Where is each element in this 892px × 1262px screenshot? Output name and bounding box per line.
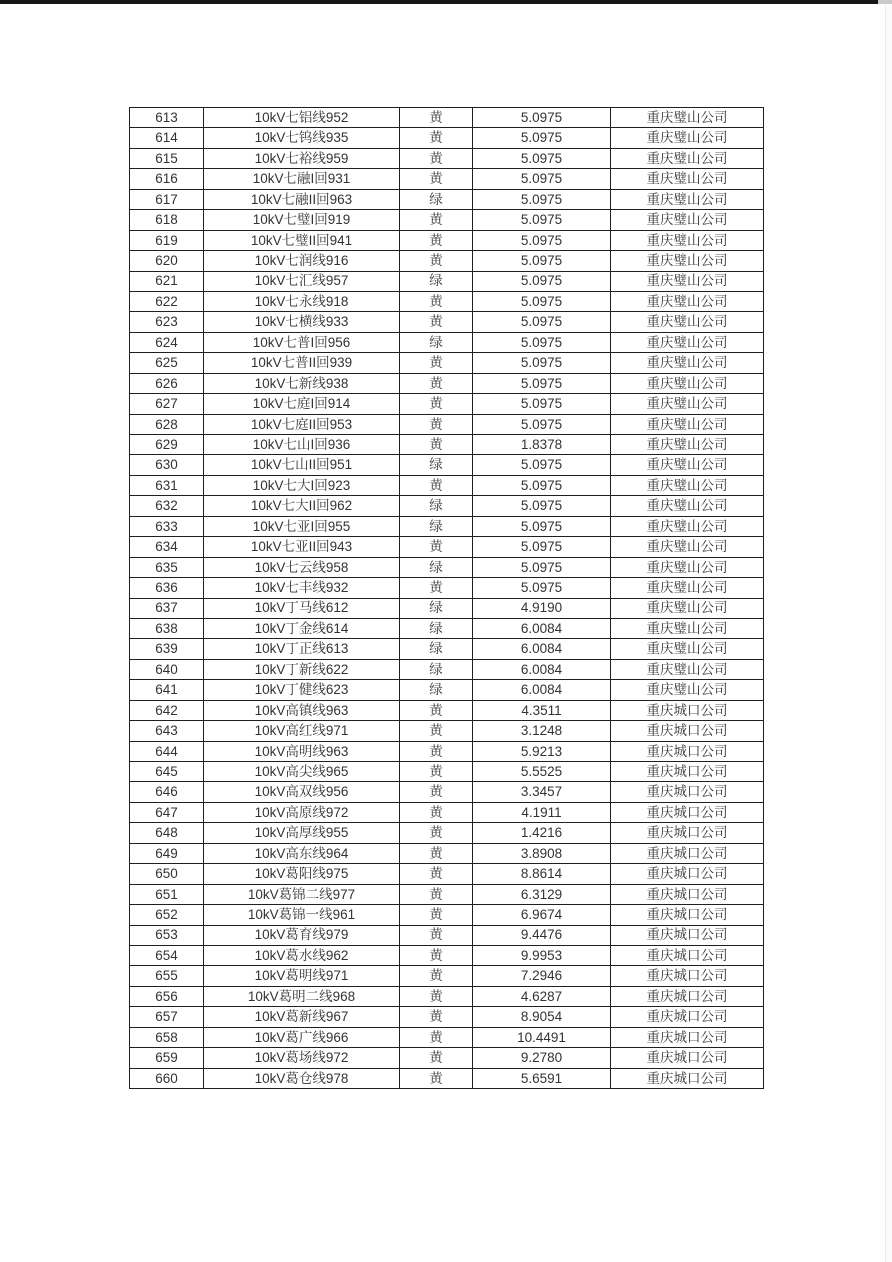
cell-no: 635 (130, 557, 204, 577)
cell-color: 黄 (400, 802, 473, 822)
cell-color: 黄 (400, 435, 473, 455)
table-row (130, 782, 764, 802)
cell-name: 10kV高尖线965 (204, 762, 400, 782)
cell-name: 10kV高红线971 (204, 721, 400, 741)
cell-name: 10kV丁金线614 (204, 618, 400, 638)
cell-company: 重庆璧山公司 (611, 516, 764, 536)
cell-no: 620 (130, 251, 204, 271)
cell-color: 黄 (400, 128, 473, 148)
cell-company: 重庆璧山公司 (611, 414, 764, 434)
table-row (130, 291, 764, 311)
cell-name: 10kV七新线938 (204, 373, 400, 393)
cell-value: 5.6591 (473, 1068, 611, 1088)
cell-company: 重庆城口公司 (611, 1048, 764, 1068)
cell-name: 10kV七铝线952 (204, 108, 400, 128)
cell-name: 10kV高原线972 (204, 802, 400, 822)
cell-company: 重庆璧山公司 (611, 332, 764, 352)
cell-no: 650 (130, 864, 204, 884)
cell-no: 621 (130, 271, 204, 291)
cell-name: 10kV葛阳线975 (204, 864, 400, 884)
cell-name: 10kV葛场线972 (204, 1048, 400, 1068)
cell-color: 绿 (400, 455, 473, 475)
cell-company: 重庆璧山公司 (611, 680, 764, 700)
cell-color: 黄 (400, 373, 473, 393)
cell-company: 重庆璧山公司 (611, 496, 764, 516)
cell-company: 重庆城口公司 (611, 884, 764, 904)
table-row (130, 721, 764, 741)
cell-no: 651 (130, 884, 204, 904)
cell-color: 黄 (400, 986, 473, 1006)
cell-value: 6.0084 (473, 680, 611, 700)
table-body (130, 108, 764, 1089)
cell-name: 10kV高明线963 (204, 741, 400, 761)
cell-color: 黄 (400, 905, 473, 925)
cell-value: 8.9054 (473, 1007, 611, 1027)
page-edge (885, 4, 892, 1262)
cell-value: 5.0975 (473, 578, 611, 598)
cell-color: 黄 (400, 721, 473, 741)
cell-value: 3.8908 (473, 843, 611, 863)
cell-no: 656 (130, 986, 204, 1006)
cell-company: 重庆城口公司 (611, 700, 764, 720)
cell-color: 黄 (400, 823, 473, 843)
cell-value: 1.4216 (473, 823, 611, 843)
cell-value: 5.0975 (473, 251, 611, 271)
table-row (130, 843, 764, 863)
cell-no: 659 (130, 1048, 204, 1068)
cell-value: 5.0975 (473, 108, 611, 128)
table-row (130, 762, 764, 782)
cell-color: 黄 (400, 782, 473, 802)
cell-no: 630 (130, 455, 204, 475)
cell-color: 黄 (400, 394, 473, 414)
cell-no: 624 (130, 332, 204, 352)
cell-company: 重庆璧山公司 (611, 148, 764, 168)
cell-no: 641 (130, 680, 204, 700)
cell-name: 10kV七润线916 (204, 251, 400, 271)
cell-company: 重庆城口公司 (611, 1007, 764, 1027)
cell-value: 6.9674 (473, 905, 611, 925)
table-row (130, 618, 764, 638)
cell-color: 黄 (400, 353, 473, 373)
table-row (130, 966, 764, 986)
table-row (130, 128, 764, 148)
table-row (130, 394, 764, 414)
cell-value: 5.0975 (473, 496, 611, 516)
table-row (130, 1068, 764, 1088)
table-row (130, 475, 764, 495)
table-row (130, 659, 764, 679)
cell-name: 10kV七亚I回955 (204, 516, 400, 536)
cell-no: 648 (130, 823, 204, 843)
cell-color: 黄 (400, 291, 473, 311)
cell-company: 重庆城口公司 (611, 843, 764, 863)
cell-name: 10kV七山II回951 (204, 455, 400, 475)
cell-value: 9.4476 (473, 925, 611, 945)
table-row (130, 230, 764, 250)
cell-no: 631 (130, 475, 204, 495)
cell-color: 黄 (400, 1007, 473, 1027)
cell-name: 10kV葛明线971 (204, 966, 400, 986)
cell-name: 10kV七亚II回943 (204, 537, 400, 557)
table-row (130, 700, 764, 720)
table-row (130, 986, 764, 1006)
cell-color: 绿 (400, 598, 473, 618)
cell-company: 重庆城口公司 (611, 986, 764, 1006)
cell-company: 重庆城口公司 (611, 925, 764, 945)
table-row (130, 802, 764, 822)
cell-no: 652 (130, 905, 204, 925)
cell-name: 10kV七普II回939 (204, 353, 400, 373)
cell-company: 重庆璧山公司 (611, 312, 764, 332)
cell-color: 黄 (400, 251, 473, 271)
table-row (130, 210, 764, 230)
cell-name: 10kV葛新线967 (204, 1007, 400, 1027)
cell-color: 黄 (400, 925, 473, 945)
cell-company: 重庆璧山公司 (611, 230, 764, 250)
cell-name: 10kV七裕线959 (204, 148, 400, 168)
table-row (130, 945, 764, 965)
cell-no: 654 (130, 945, 204, 965)
cell-name: 10kV葛广线966 (204, 1027, 400, 1047)
cell-value: 5.0975 (473, 148, 611, 168)
cell-color: 黄 (400, 1048, 473, 1068)
cell-no: 649 (130, 843, 204, 863)
cell-name: 10kV高镇线963 (204, 700, 400, 720)
cell-name: 10kV葛锦一线961 (204, 905, 400, 925)
cell-value: 5.0975 (473, 557, 611, 577)
cell-value: 5.0975 (473, 312, 611, 332)
cell-name: 10kV葛育线979 (204, 925, 400, 945)
cell-value: 5.0975 (473, 394, 611, 414)
cell-no: 629 (130, 435, 204, 455)
cell-name: 10kV丁马线612 (204, 598, 400, 618)
cell-company: 重庆璧山公司 (611, 210, 764, 230)
table-row (130, 537, 764, 557)
cell-company: 重庆城口公司 (611, 823, 764, 843)
cell-name: 10kV高东线964 (204, 843, 400, 863)
cell-company: 重庆璧山公司 (611, 108, 764, 128)
cell-color: 绿 (400, 496, 473, 516)
cell-color: 黄 (400, 108, 473, 128)
table-row (130, 925, 764, 945)
cell-color: 绿 (400, 659, 473, 679)
table-row (130, 884, 764, 904)
cell-company: 重庆璧山公司 (611, 353, 764, 373)
cell-color: 绿 (400, 618, 473, 638)
cell-value: 5.0975 (473, 516, 611, 536)
cell-no: 660 (130, 1068, 204, 1088)
cell-no: 653 (130, 925, 204, 945)
cell-name: 10kV高厚线955 (204, 823, 400, 843)
table-row (130, 496, 764, 516)
cell-no: 636 (130, 578, 204, 598)
cell-no: 616 (130, 169, 204, 189)
cell-name: 10kV七普I回956 (204, 332, 400, 352)
cell-no: 623 (130, 312, 204, 332)
cell-company: 重庆璧山公司 (611, 618, 764, 638)
table-row (130, 108, 764, 128)
cell-color: 黄 (400, 578, 473, 598)
cell-color: 黄 (400, 148, 473, 168)
cell-value: 5.0975 (473, 332, 611, 352)
cell-no: 613 (130, 108, 204, 128)
cell-value: 6.0084 (473, 659, 611, 679)
cell-company: 重庆璧山公司 (611, 128, 764, 148)
cell-company: 重庆城口公司 (611, 741, 764, 761)
cell-value: 5.0975 (473, 414, 611, 434)
cell-name: 10kV葛锦二线977 (204, 884, 400, 904)
cell-value: 3.3457 (473, 782, 611, 802)
cell-company: 重庆城口公司 (611, 905, 764, 925)
cell-no: 639 (130, 639, 204, 659)
cell-no: 640 (130, 659, 204, 679)
cell-value: 5.0975 (473, 128, 611, 148)
cell-value: 5.0975 (473, 230, 611, 250)
cell-color: 黄 (400, 945, 473, 965)
cell-no: 617 (130, 189, 204, 209)
cell-color: 绿 (400, 332, 473, 352)
table-row (130, 373, 764, 393)
cell-company: 重庆璧山公司 (611, 598, 764, 618)
cell-name: 10kV葛水线962 (204, 945, 400, 965)
cell-company: 重庆城口公司 (611, 782, 764, 802)
table-row (130, 905, 764, 925)
table-row (130, 455, 764, 475)
cell-company: 重庆璧山公司 (611, 557, 764, 577)
cell-value: 5.0975 (473, 271, 611, 291)
cell-name: 10kV丁健线623 (204, 680, 400, 700)
cell-value: 5.0975 (473, 210, 611, 230)
cell-name: 10kV七永线918 (204, 291, 400, 311)
cell-color: 绿 (400, 516, 473, 536)
cell-color: 黄 (400, 864, 473, 884)
table-row (130, 557, 764, 577)
cell-value: 10.4491 (473, 1027, 611, 1047)
table-row (130, 332, 764, 352)
cell-name: 10kV七璧I回919 (204, 210, 400, 230)
table-row (130, 864, 764, 884)
cell-name: 10kV七钨线935 (204, 128, 400, 148)
table-row (130, 578, 764, 598)
table-row (130, 312, 764, 332)
cell-no: 644 (130, 741, 204, 761)
cell-value: 5.0975 (473, 169, 611, 189)
cell-company: 重庆璧山公司 (611, 169, 764, 189)
cell-company: 重庆璧山公司 (611, 251, 764, 271)
cell-value: 5.0975 (473, 189, 611, 209)
cell-name: 10kV七大II回962 (204, 496, 400, 516)
cell-color: 黄 (400, 414, 473, 434)
cell-no: 638 (130, 618, 204, 638)
cell-company: 重庆璧山公司 (611, 373, 764, 393)
table-row (130, 1007, 764, 1027)
cell-company: 重庆璧山公司 (611, 291, 764, 311)
cell-company: 重庆璧山公司 (611, 394, 764, 414)
cell-name: 10kV葛仓线978 (204, 1068, 400, 1088)
cell-name: 10kV七山I回936 (204, 435, 400, 455)
cell-name: 10kV七璧II回941 (204, 230, 400, 250)
cell-no: 626 (130, 373, 204, 393)
cell-color: 黄 (400, 169, 473, 189)
cell-no: 645 (130, 762, 204, 782)
cell-color: 绿 (400, 680, 473, 700)
cell-color: 黄 (400, 741, 473, 761)
cell-name: 10kV七融II回963 (204, 189, 400, 209)
cell-no: 646 (130, 782, 204, 802)
cell-value: 7.2946 (473, 966, 611, 986)
cell-company: 重庆璧山公司 (611, 659, 764, 679)
cell-value: 9.9953 (473, 945, 611, 965)
table-row (130, 435, 764, 455)
table-row (130, 1027, 764, 1047)
cell-color: 绿 (400, 271, 473, 291)
table-row (130, 353, 764, 373)
cell-no: 657 (130, 1007, 204, 1027)
cell-color: 黄 (400, 230, 473, 250)
cell-name: 10kV七汇线957 (204, 271, 400, 291)
cell-name: 10kV高双线956 (204, 782, 400, 802)
power-line-table (129, 107, 764, 1089)
table-row (130, 1048, 764, 1068)
cell-value: 3.1248 (473, 721, 611, 741)
table-row (130, 680, 764, 700)
cell-name: 10kV丁正线613 (204, 639, 400, 659)
cell-value: 5.0975 (473, 373, 611, 393)
cell-company: 重庆璧山公司 (611, 639, 764, 659)
cell-color: 黄 (400, 1068, 473, 1088)
cell-value: 5.5525 (473, 762, 611, 782)
cell-value: 4.3511 (473, 700, 611, 720)
cell-name: 10kV七横线933 (204, 312, 400, 332)
table-row (130, 639, 764, 659)
cell-value: 4.6287 (473, 986, 611, 1006)
cell-name: 10kV七云线958 (204, 557, 400, 577)
cell-color: 黄 (400, 966, 473, 986)
cell-company: 重庆城口公司 (611, 945, 764, 965)
table-row (130, 741, 764, 761)
table-row (130, 148, 764, 168)
cell-value: 6.3129 (473, 884, 611, 904)
cell-color: 黄 (400, 312, 473, 332)
cell-company: 重庆璧山公司 (611, 455, 764, 475)
table-row (130, 516, 764, 536)
cell-no: 643 (130, 721, 204, 741)
cell-company: 重庆城口公司 (611, 1068, 764, 1088)
cell-name: 10kV七融I回931 (204, 169, 400, 189)
cell-name: 10kV七庭II回953 (204, 414, 400, 434)
cell-value: 8.8614 (473, 864, 611, 884)
cell-company: 重庆璧山公司 (611, 271, 764, 291)
table-row (130, 598, 764, 618)
cell-company: 重庆城口公司 (611, 721, 764, 741)
cell-no: 628 (130, 414, 204, 434)
cell-value: 1.8378 (473, 435, 611, 455)
cell-value: 5.0975 (473, 353, 611, 373)
cell-no: 615 (130, 148, 204, 168)
cell-name: 10kV七大I回923 (204, 475, 400, 495)
cell-company: 重庆璧山公司 (611, 578, 764, 598)
cell-no: 637 (130, 598, 204, 618)
cell-color: 黄 (400, 210, 473, 230)
cell-value: 5.0975 (473, 291, 611, 311)
cell-value: 4.9190 (473, 598, 611, 618)
cell-name: 10kV七庭I回914 (204, 394, 400, 414)
cell-color: 黄 (400, 700, 473, 720)
cell-company: 重庆城口公司 (611, 762, 764, 782)
cell-company: 重庆城口公司 (611, 864, 764, 884)
cell-color: 绿 (400, 639, 473, 659)
cell-no: 622 (130, 291, 204, 311)
cell-company: 重庆璧山公司 (611, 475, 764, 495)
cell-color: 黄 (400, 1027, 473, 1047)
cell-name: 10kV葛明二线968 (204, 986, 400, 1006)
cell-no: 647 (130, 802, 204, 822)
cell-no: 619 (130, 230, 204, 250)
cell-no: 634 (130, 537, 204, 557)
cell-color: 绿 (400, 557, 473, 577)
cell-no: 627 (130, 394, 204, 414)
window-top-bar (0, 0, 878, 4)
cell-no: 642 (130, 700, 204, 720)
cell-company: 重庆璧山公司 (611, 537, 764, 557)
cell-color: 黄 (400, 884, 473, 904)
cell-name: 10kV丁新线622 (204, 659, 400, 679)
cell-no: 655 (130, 966, 204, 986)
cell-value: 5.9213 (473, 741, 611, 761)
cell-no: 632 (130, 496, 204, 516)
cell-value: 5.0975 (473, 475, 611, 495)
cell-no: 614 (130, 128, 204, 148)
cell-value: 6.0084 (473, 618, 611, 638)
cell-value: 5.0975 (473, 455, 611, 475)
table-row (130, 271, 764, 291)
cell-value: 4.1911 (473, 802, 611, 822)
table-row (130, 251, 764, 271)
cell-color: 绿 (400, 189, 473, 209)
cell-color: 黄 (400, 843, 473, 863)
table-row (130, 414, 764, 434)
cell-value: 6.0084 (473, 639, 611, 659)
cell-value: 9.2780 (473, 1048, 611, 1068)
cell-color: 黄 (400, 762, 473, 782)
cell-value: 5.0975 (473, 537, 611, 557)
cell-no: 618 (130, 210, 204, 230)
cell-no: 633 (130, 516, 204, 536)
cell-company: 重庆城口公司 (611, 802, 764, 822)
cell-company: 重庆城口公司 (611, 1027, 764, 1047)
cell-company: 重庆璧山公司 (611, 189, 764, 209)
cell-company: 重庆璧山公司 (611, 435, 764, 455)
cell-name: 10kV七丰线932 (204, 578, 400, 598)
cell-color: 黄 (400, 537, 473, 557)
cell-company: 重庆城口公司 (611, 966, 764, 986)
cell-color: 黄 (400, 475, 473, 495)
table-row (130, 189, 764, 209)
cell-no: 658 (130, 1027, 204, 1047)
table-row (130, 823, 764, 843)
cell-no: 625 (130, 353, 204, 373)
table-row (130, 169, 764, 189)
